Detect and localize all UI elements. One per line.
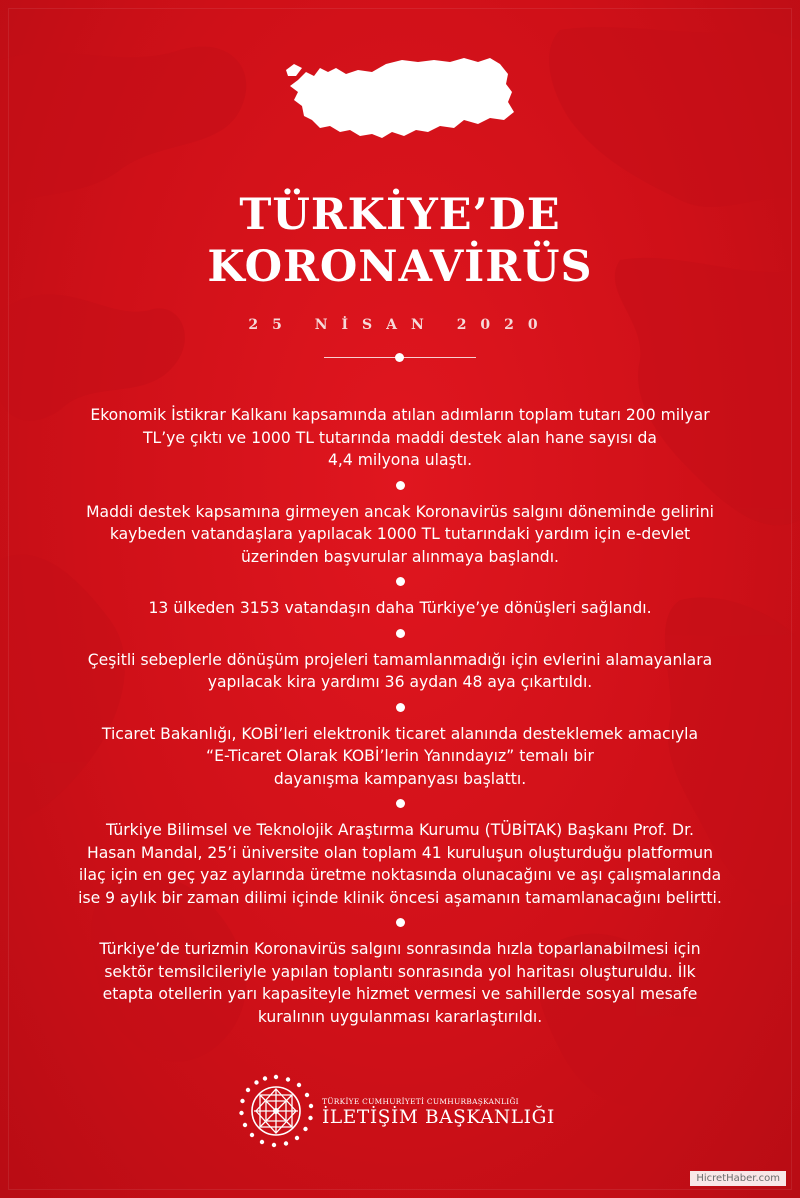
news-line: yapılacak kira yardımı 36 aydan 48 aya çıkartıldı.	[207, 673, 593, 691]
divider-dot	[395, 353, 404, 362]
title-line-1: TÜRKİYE’DE	[239, 190, 561, 240]
news-line: ise 9 aylık bir zaman dilimi içinde klinik öncesi aşamanın tamamlanacağını belirtti.	[78, 888, 722, 907]
turkey-map-icon	[284, 50, 516, 142]
news-line: “E-Ticaret Olarak KOBİ’lerin Yanındayız” temalı bir	[206, 747, 594, 765]
watermark: HicretHaber.com	[690, 1171, 786, 1186]
news-item-5	[40, 723, 760, 791]
news-item-2	[40, 501, 760, 569]
org-name-small: TÜRKİYE CUMHURİYETİ CUMHURBAŞKANLIĞI	[322, 1097, 519, 1106]
bullet-separator	[396, 918, 405, 927]
title-line-2: KORONAVİRÜS	[207, 242, 593, 292]
news-item-1	[40, 404, 760, 472]
news-line: Türkiye Bilimsel ve Teknolojik Araştırma Kurumu (TÜBİTAK) Başkanı Prof. Dr.	[105, 821, 695, 839]
iletisim-baskanligi-emblem-icon	[238, 1073, 314, 1149]
news-list	[40, 404, 760, 1028]
news-item-6	[40, 819, 760, 909]
news-line: Türkiye’de turizmin Koronavirüs salgını sonrasında hızla toparlanabilmesi için	[99, 940, 701, 958]
bullet-separator	[396, 577, 405, 586]
news-line: kaybeden vatandaşlara yapılacak 1000 TL tutarındaki yardım için e-devlet	[109, 525, 691, 543]
news-line: Ticaret Bakanlığı, KOBİ’leri elektronik ticaret alanında desteklemek amacıyla	[101, 724, 699, 743]
news-line: kuralının uygulanması kararlaştırıldı.	[257, 1007, 543, 1026]
bullet-separator	[396, 799, 405, 808]
news-line: Hasan Mandal, 25’i üniversite olan toplam 41 kuruluşun oluşturduğu platformun	[87, 843, 713, 862]
news-line: Çeşitli sebeplerle dönüşüm projeleri tamamlanmadığı için evlerini alamayanlara	[87, 650, 713, 669]
news-line: TL’ye çıktı ve 1000 TL tutarında maddi destek alan hane sayısı da	[143, 428, 657, 447]
news-line: 13 ülkeden 3153 vatandaşın daha Türkiye’ye dönüşleri sağlandı.	[148, 599, 652, 617]
news-line: sektör temsilcileriyle yapılan toplantı sonrasında yol haritası oluşturuldu. İlk	[104, 962, 696, 981]
news-line: üzerinden başvurular alınmaya başlandı.	[241, 547, 559, 566]
news-line: Maddi destek kapsamına girmeyen ancak Koronavirüs salgını döneminde gelirini	[86, 502, 714, 521]
news-item-7	[40, 938, 760, 1028]
bullet-separator	[396, 703, 405, 712]
bullet-separator	[396, 481, 405, 490]
footer-logo	[238, 1073, 568, 1153]
news-line: ilaç için en geç yaz aylarında üretme noktasında olunacağını ve aşı çalışmalarında	[78, 866, 722, 884]
news-item-4	[40, 649, 760, 694]
bullet-separator	[396, 629, 405, 638]
news-line: dayanışma kampanyası başlattı.	[273, 769, 527, 788]
news-line: 4,4 milyona ulaştı.	[327, 451, 473, 469]
news-item-3	[40, 597, 760, 620]
news-line: etapta otellerin yarı kapasiteyle hizmet vermesi ve sahillerde sosyal mesafe	[102, 985, 698, 1003]
org-name-big: İLETİŞİM BAŞKANLIĞI	[322, 1107, 555, 1128]
date: 25 NİSAN 2020	[248, 317, 552, 333]
news-line: Ekonomik İstikrar Kalkanı kapsamında atılan adımların toplam tutarı 200 milyar	[90, 406, 710, 424]
